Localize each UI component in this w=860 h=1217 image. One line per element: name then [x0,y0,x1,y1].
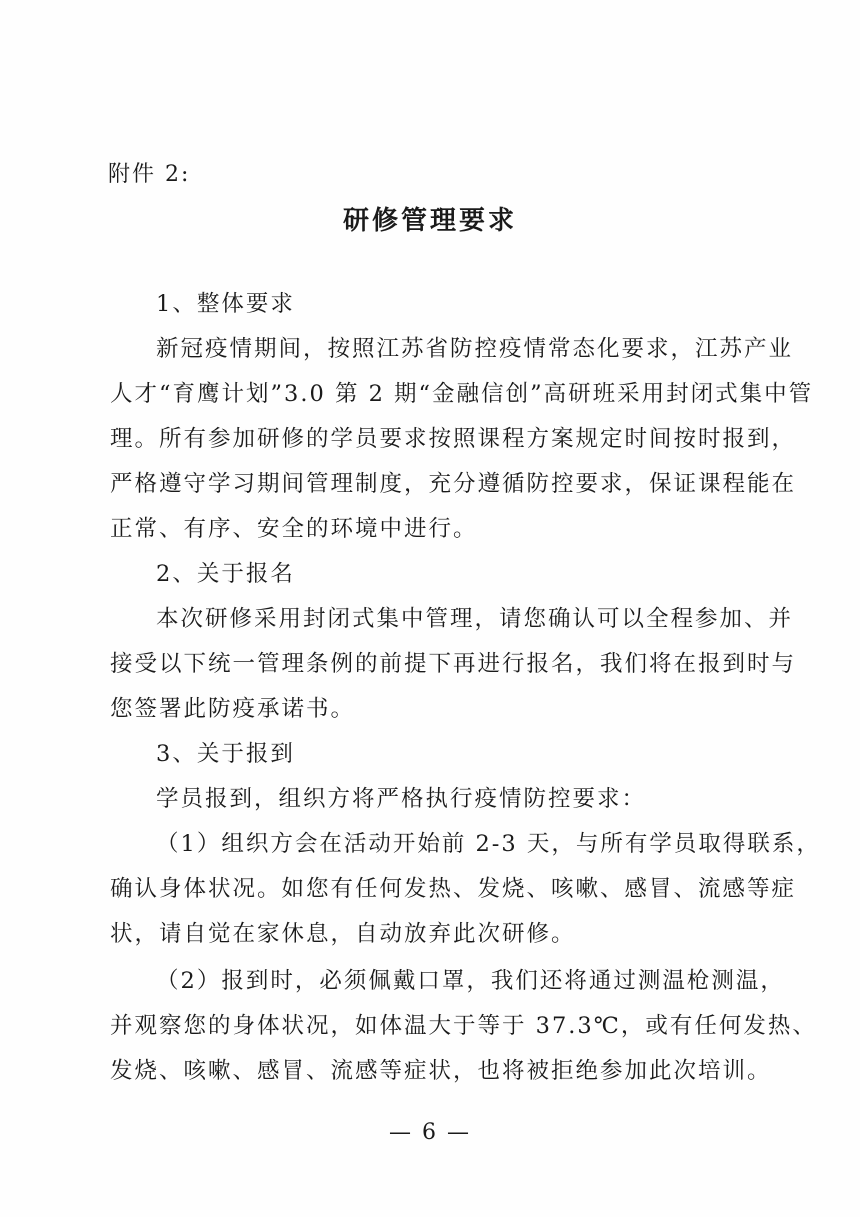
list-item-line: 并观察您的身体状况，如体温大于等于 37.3℃，或有任何发热、 [110,1013,817,1039]
paragraph-line: 您签署此防疫承诺书。 [110,696,356,722]
document-body [110,282,821,1094]
list-item-line: 确认身体状况。如您有任何发热、发烧、咳嗽、感冒、流感等症 [110,876,797,902]
paragraph-line: 人才“育鹰计划”3.0 第 2 期“金融信创”高研班采用封闭式集中管 [110,381,814,407]
list-item-line: 状，请自觉在家休息，自动放弃此次研修。 [110,921,576,947]
attachment-label: 附件 2: [108,162,191,187]
section-heading-overall: 1、整体要求 [156,291,295,317]
paragraph-line: 严格遵守学习期间管理制度，充分遵循防控要求，保证课程能在 [110,471,797,497]
list-item-line: 发烧、咳嗽、感冒、流感等症状，也将被拒绝参加此次培训。 [110,1058,772,1084]
list-item-line: （1）组织方会在活动开始前 2-3 天，与所有学员取得联系， [156,831,821,857]
paragraph-line: 本次研修采用封闭式集中管理，请您确认可以全程参加、并 [156,606,794,632]
paragraph-line: 新冠疫情期间，按照江苏省防控疫情常态化要求，江苏产业 [156,336,794,362]
page-number: — 6 — [389,1120,471,1145]
paragraph-line: 正常、有序、安全的环境中进行。 [110,516,478,542]
paragraph-line: 接受以下统一管理条例的前提下再进行报名，我们将在报到时与 [110,651,797,677]
paragraph-line: 理。所有参加研修的学员要求按照课程方案规定时间按时报到， [110,426,797,452]
paragraph-line: 学员报到，组织方将严格执行疫情防控要求： [156,786,647,812]
document-title: 研修管理要求 [342,206,517,236]
section-heading-registration: 2、关于报名 [156,561,295,587]
list-item-line: （2）报到时，必须佩戴口罩，我们还将通过测温枪测温， [156,968,785,994]
section-heading-check-in: 3、关于报到 [156,741,295,767]
